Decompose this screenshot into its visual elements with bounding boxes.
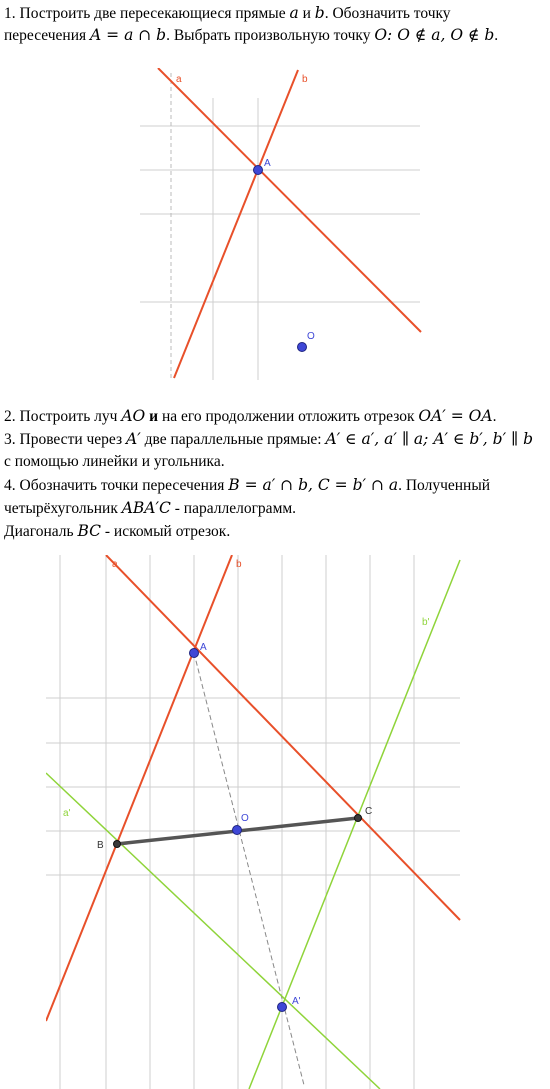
task1-text: пересечения [4, 27, 91, 44]
task4-text: - параллелограмм. [170, 500, 297, 517]
line-b [174, 70, 298, 378]
task1-text: . Выбрать произвольную точку [166, 27, 375, 44]
math-point-o: O: O ∉ a, O ∉ b [374, 26, 495, 44]
figure-2-construction [46, 555, 462, 1089]
task4-text: Диагональ [4, 523, 78, 540]
label-point-a: A [264, 158, 271, 169]
point-a-prime [278, 1003, 287, 1012]
task1-text: . [494, 27, 499, 44]
point-c [355, 815, 362, 822]
point-a [254, 166, 263, 175]
task4-text: четырёхугольник [4, 500, 122, 517]
label-a: a [112, 559, 118, 570]
task4-line2 [4, 497, 296, 520]
task3-line2 [4, 451, 225, 473]
math-a-prime: A′ [126, 430, 141, 448]
task2-text: . [492, 408, 497, 425]
task4-text: 4. Обозначить точки пересечения [4, 477, 229, 494]
label-point-a: A [200, 642, 207, 653]
math-diagonal-bc: BC [77, 522, 102, 540]
dashed-ray-ao [194, 653, 304, 1085]
task4-line [4, 474, 490, 497]
label-b: b [302, 74, 308, 85]
math-points-bc: B = a′ ∩ b, C = b′ ∩ a [228, 476, 399, 494]
math-quadrilateral: ABA′C [121, 499, 171, 517]
math-intersection: A = a ∩ b [90, 26, 167, 44]
task3-text: с помощью линейки и угольника. [4, 453, 225, 470]
label-point-o: O [241, 813, 249, 824]
task2-text-bold: и [145, 408, 162, 425]
task4-line3 [4, 520, 230, 543]
label-b-prime: b' [422, 617, 430, 628]
line-a [158, 68, 421, 332]
label-point-c: C [365, 806, 373, 817]
task2-text: на его продолжении отложить отрезок [161, 408, 419, 425]
grid [46, 555, 460, 1089]
math-ray-ao: AO [121, 407, 146, 425]
task3-line [4, 428, 533, 451]
task1-line2 [4, 24, 498, 47]
grid [140, 98, 420, 380]
math-oa-prime: OA′ = OA [418, 407, 493, 425]
task1-text: . Обозначить точку [324, 5, 451, 22]
task3-text: две параллельные прямые: [140, 431, 326, 448]
point-b [114, 841, 121, 848]
task3-text: 3. Провести через [4, 431, 127, 448]
task4-text: . Полученный [398, 477, 491, 494]
task2-text: 2. Построить луч [4, 408, 122, 425]
point-o [298, 343, 307, 352]
label-a: a [176, 74, 182, 85]
point-o [233, 826, 242, 835]
figure-1-construction [140, 68, 425, 380]
task1-text: 1. Построить две пересекающиеся прямые [4, 5, 290, 22]
math-parallels: A′ ∈ a′, a′ ∥ a; A′ ∈ b′, b′ ∥ b [325, 430, 534, 448]
label-point-b: B [97, 840, 104, 851]
task1-line1 [4, 2, 451, 25]
math-a: a [289, 4, 299, 22]
point-a [190, 649, 199, 658]
task4-text: - искомый отрезок. [101, 523, 231, 540]
label-b: b [236, 559, 242, 570]
task1-text: и [298, 5, 315, 22]
label-point-o: O [307, 331, 315, 342]
label-point-a-prime: A' [292, 996, 301, 1007]
label-a-prime: a' [63, 808, 71, 819]
task2-line [4, 405, 496, 428]
math-b: b [314, 4, 325, 22]
line-b [46, 555, 232, 1021]
